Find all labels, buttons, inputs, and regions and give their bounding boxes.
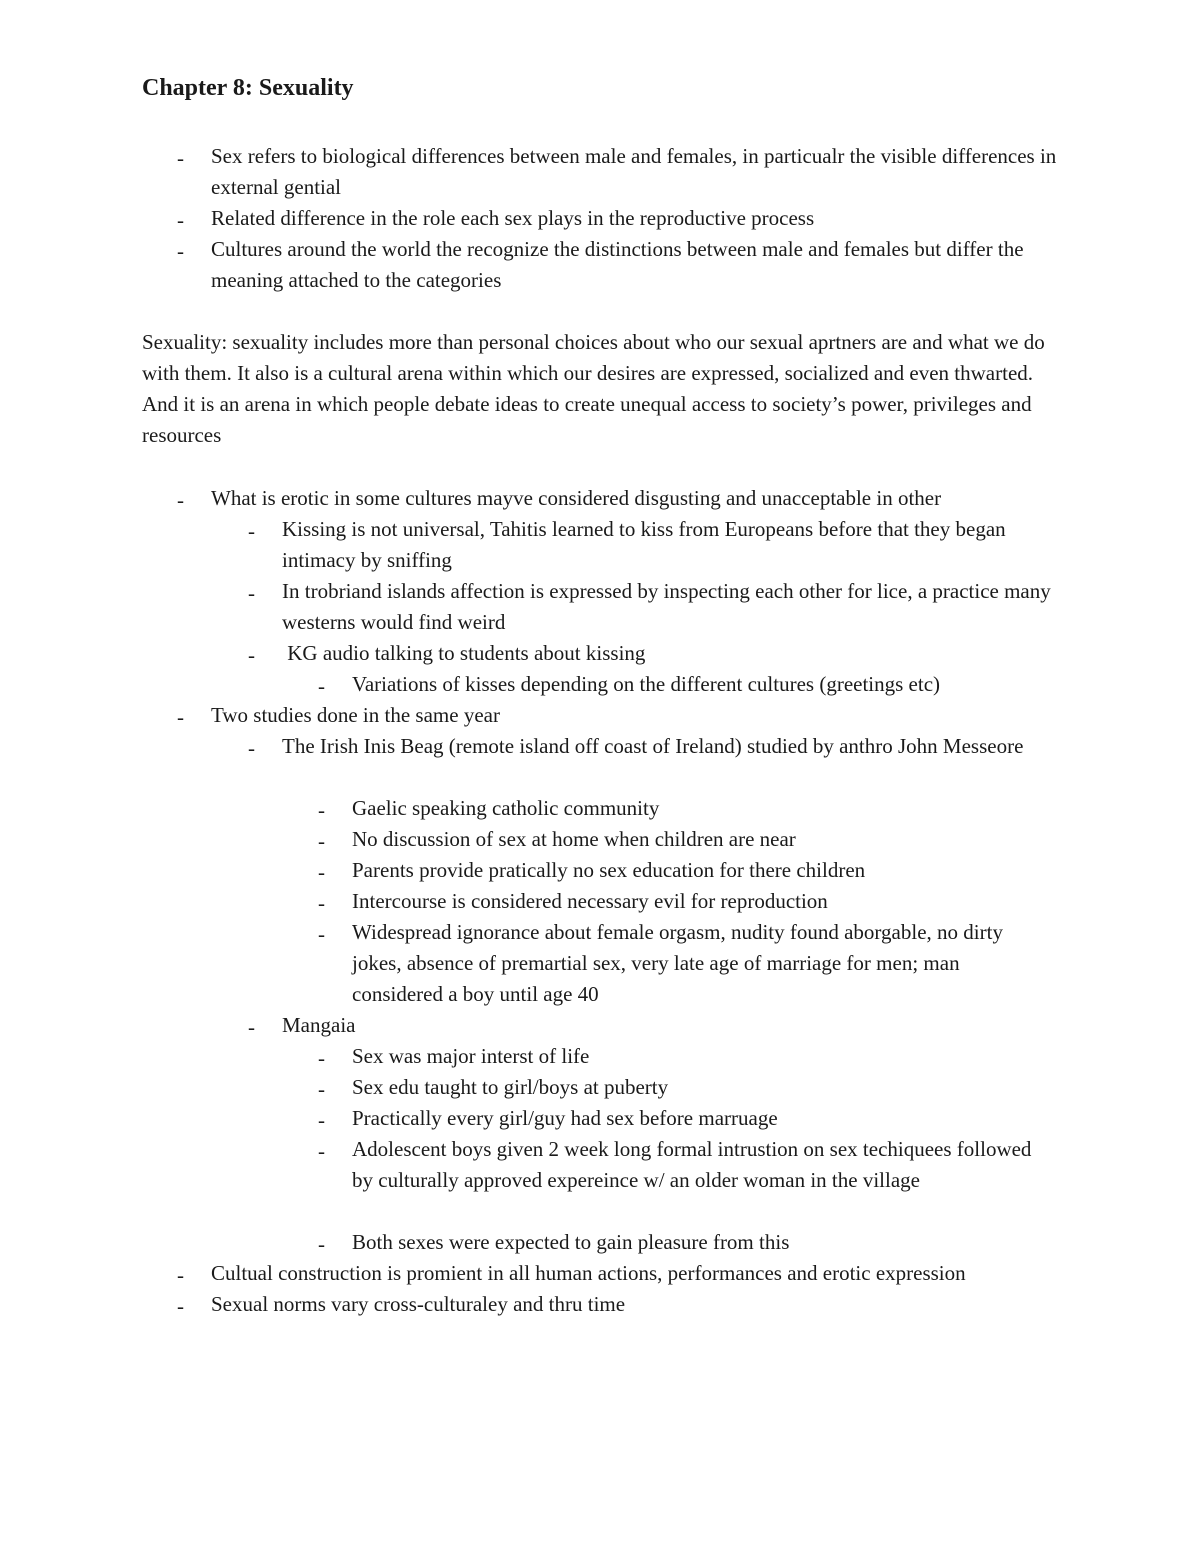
page-title: Chapter 8: Sexuality (142, 75, 354, 101)
bullet-marker: - (248, 736, 255, 760)
bullet-marker: - (318, 829, 325, 853)
list-item: Cultual construction is promient in all human actions, performances and erotic expression (211, 1261, 966, 1285)
bullet-marker: - (177, 208, 184, 232)
bullet-marker: - (177, 488, 184, 512)
list-item: Related difference in the role each sex plays in the reproductive process (211, 206, 815, 230)
bullet-marker: - (248, 581, 255, 605)
list-item: Mangaia (282, 1013, 356, 1037)
list-item: Sex edu taught to girl/boys at puberty (352, 1075, 669, 1099)
list-item: Kissing is not universal, Tahitis learned to kiss from Europeans before that they began intimacy by sniffing (282, 517, 1006, 572)
bullet-marker: - (248, 1015, 255, 1039)
list-item: Practically every girl/guy had sex before marruage (352, 1106, 778, 1130)
list-item: Both sexes were expected to gain pleasure from this (352, 1230, 790, 1254)
bullet-marker: - (318, 674, 325, 698)
list-item: What is erotic in some cultures mayve considered disgusting and unacceptable in other (211, 486, 942, 510)
bullet-marker: - (318, 1139, 325, 1163)
list-item: Intercourse is considered necessary evil for reproduction (352, 889, 828, 913)
list-item: Parents provide pratically no sex education for there children (352, 858, 866, 882)
list-item: Sexual norms vary cross-culturaley and thru time (211, 1292, 626, 1316)
bullet-marker: - (177, 1263, 184, 1287)
bullet-marker: - (248, 643, 255, 667)
list-item: The Irish Inis Beag (remote island off coast of Ireland) studied by anthro John Messeore (282, 734, 1024, 758)
list-item: Two studies done in the same year (211, 703, 500, 727)
list-item: Sex was major interst of life (352, 1044, 590, 1068)
bullet-marker: - (318, 922, 325, 946)
bullet-marker: - (318, 1108, 325, 1132)
bullet-marker: - (248, 519, 255, 543)
list-item: In trobriand islands affection is expressed by inspecting each other for lice, a practice many westerns would find weird (282, 579, 1051, 634)
definition-paragraph: Sexuality: sexuality includes more than personal choices about who our sexual aprtners are and what we do with them. It also is a cultural arena within which our desires are expressed, socialized and even thwarted. And it is an arena in which people debate ideas to create unequal access to society’s power, privileges and resources (142, 330, 1045, 447)
list-item: No discussion of sex at home when children are near (352, 827, 796, 851)
bullet-marker: - (177, 146, 184, 170)
bullet-marker: - (177, 705, 184, 729)
list-item: Variations of kisses depending on the different cultures (greetings etc) (352, 672, 941, 696)
list-item: Widespread ignorance about female orgasm, nudity found aborgable, no dirty jokes, absence of premartial sex, very late age of marriage for men; man considered a boy until age 40 (352, 920, 1003, 1006)
list-item: Gaelic speaking catholic community (352, 796, 660, 820)
list-item: KG audio talking to students about kissing (282, 641, 646, 665)
list-item: Adolescent boys given 2 week long formal intrustion on sex techiquees followed by culturally approved expereince w/ an older woman in the village (352, 1137, 1032, 1192)
bullet-marker: - (318, 798, 325, 822)
bullet-marker: - (318, 1046, 325, 1070)
bullet-marker: - (318, 1077, 325, 1101)
bullet-marker: - (318, 891, 325, 915)
bullet-marker: - (177, 239, 184, 263)
list-item: Sex refers to biological differences between male and females, in particualr the visible differences in external gential (211, 144, 1057, 199)
bullet-marker: - (318, 1232, 325, 1256)
list-item: Cultures around the world the recognize the distinctions between male and females but differ the meaning attached to the categories (211, 237, 1024, 292)
bullet-marker: - (318, 860, 325, 884)
bullet-marker: - (177, 1294, 184, 1318)
